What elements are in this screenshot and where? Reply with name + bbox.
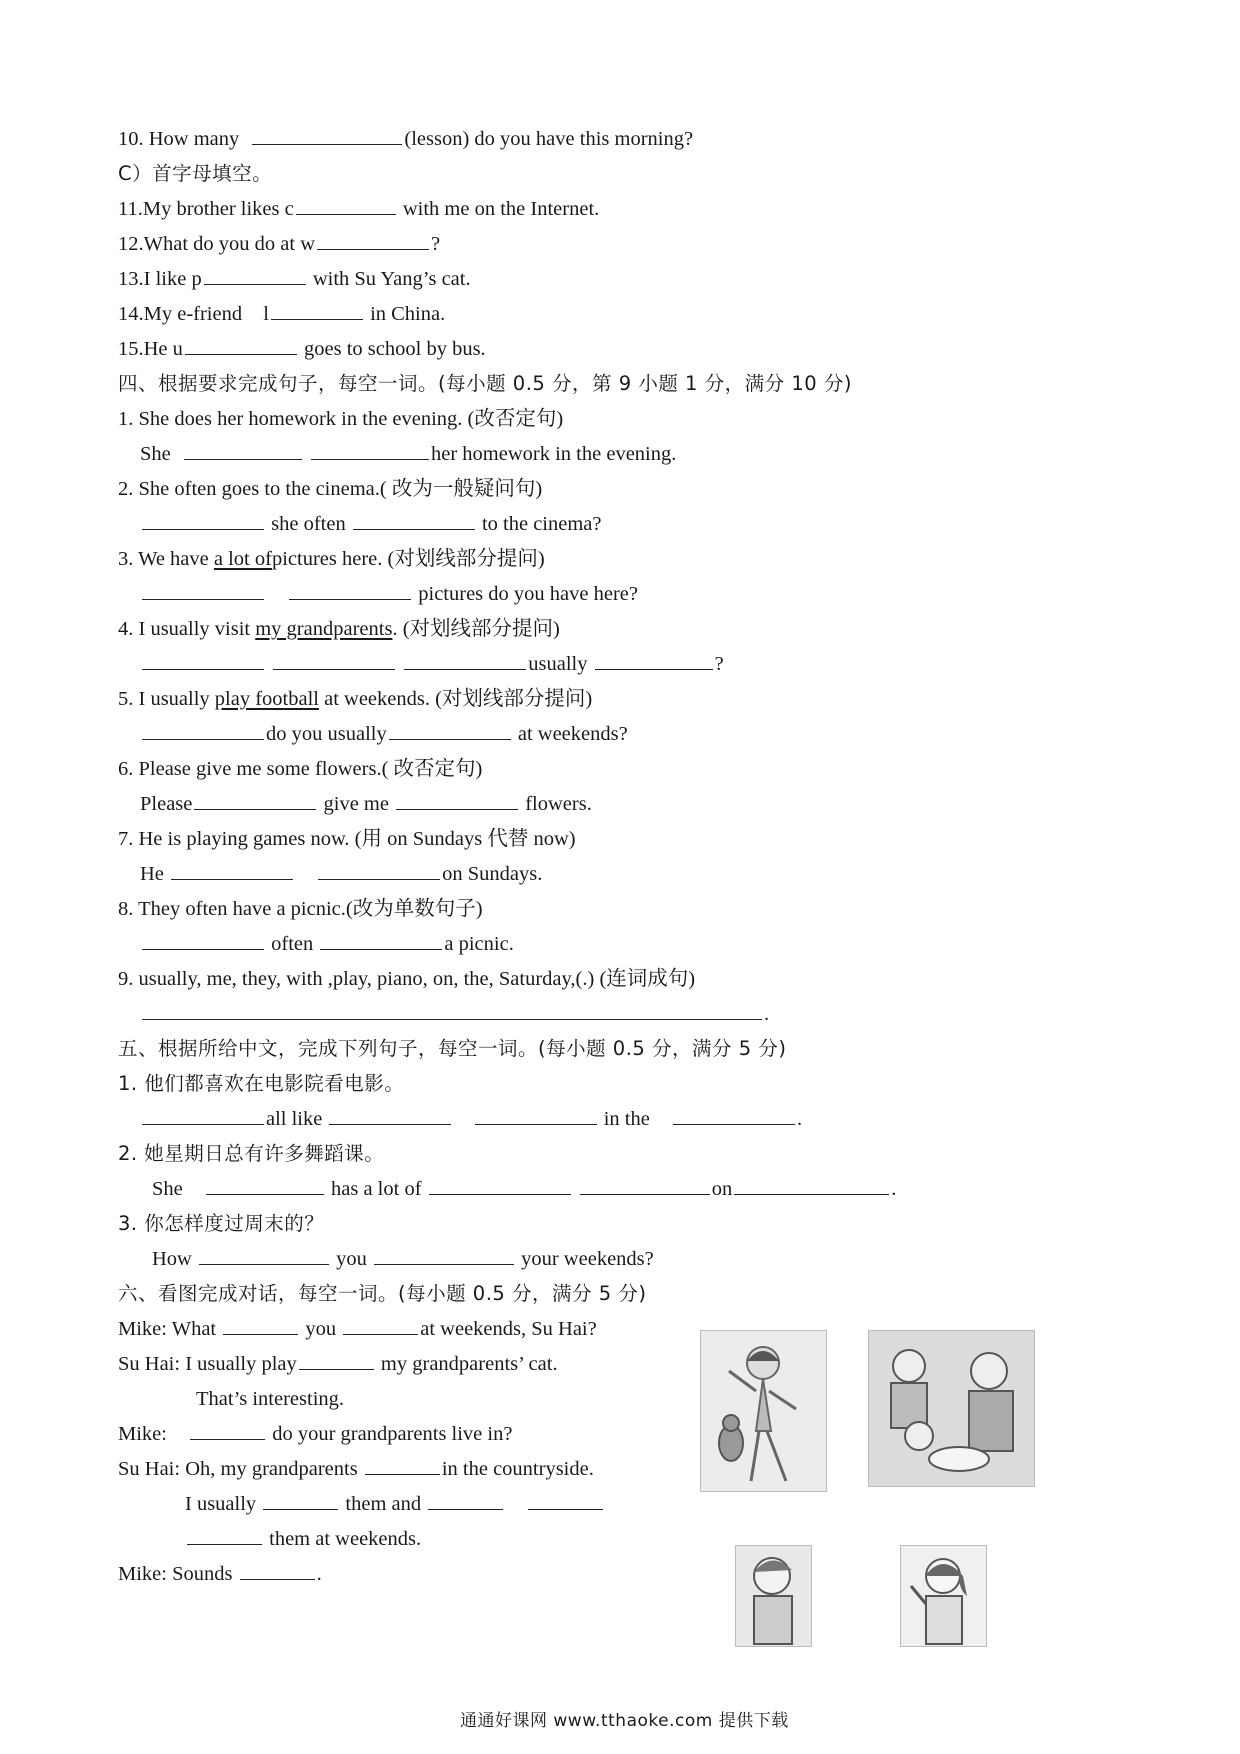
answer-blank[interactable]: [263, 1491, 338, 1510]
answer-blank[interactable]: [271, 301, 363, 320]
s4-question-8: 8. They often have a picnic.(改为单数句子): [118, 898, 483, 920]
answer-blank[interactable]: [142, 651, 264, 670]
mike-boy-illustration: [735, 1545, 812, 1647]
answer-blank[interactable]: [429, 1176, 571, 1195]
answer-blank[interactable]: [317, 231, 429, 250]
answer-blank[interactable]: [374, 1246, 514, 1265]
answer-blank[interactable]: [389, 721, 511, 740]
answer-blank[interactable]: [353, 511, 475, 530]
answer-blank[interactable]: [734, 1176, 889, 1195]
dialogue-line-8: Mike: Sounds .: [118, 1563, 322, 1585]
answer-blank[interactable]: [318, 861, 440, 880]
s5-question-3: 3. 你怎样度过周末的？: [118, 1212, 325, 1235]
s4-answer-6: Please give me flowers.: [140, 793, 592, 815]
answer-blank[interactable]: [343, 1316, 418, 1335]
dialogue-line-7: them at weekends.: [185, 1525, 421, 1553]
answer-blank[interactable]: [252, 126, 402, 145]
answer-blank[interactable]: [396, 791, 518, 810]
s5-question-1: 1. 他们都喜欢在电影院看电影。: [118, 1072, 405, 1095]
section-4-heading: 四、根据要求完成句子，每空一词。(每小题 0.5 分，第 9 小题 1 分，满分 10 分): [118, 372, 852, 395]
answer-blank[interactable]: [329, 1106, 451, 1125]
section-6-heading: 六、看图完成对话，每空一词。(每小题 0.5 分，满分 5 分): [118, 1282, 647, 1305]
s4-answer-5: do you usually at weekends?: [140, 720, 628, 748]
answer-blank[interactable]: [296, 196, 396, 215]
underlined-phrase: play football: [214, 688, 319, 710]
question-10: 10. How many (lesson) do you have this morning?: [118, 128, 694, 150]
dialogue-line-1: Mike: What you at weekends, Su Hai?: [118, 1318, 597, 1340]
answer-blank[interactable]: [475, 1106, 597, 1125]
s4-question-7: 7. He is playing games now. (用 on Sundays 代替 now): [118, 828, 576, 850]
s4-answer-4: usually ?: [140, 650, 724, 678]
answer-blank[interactable]: [595, 651, 713, 670]
answer-blank[interactable]: [223, 1316, 298, 1335]
su-hai-girl-illustration: [900, 1545, 987, 1647]
answer-blank[interactable]: [311, 441, 429, 460]
answer-blank[interactable]: [580, 1176, 710, 1195]
answer-blank[interactable]: [142, 1106, 264, 1125]
answer-blank[interactable]: [190, 1421, 265, 1440]
s5-question-2: 2. 她星期日总有许多舞蹈课。: [118, 1142, 385, 1165]
question-13: 13.I like p with Su Yang’s cat.: [118, 268, 471, 290]
answer-blank[interactable]: [273, 651, 395, 670]
answer-blank[interactable]: [299, 1351, 374, 1370]
s4-question-3: 3. We have a lot ofpictures here. (对划线部分提问): [118, 548, 545, 570]
question-11: 11.My brother likes c with me on the Internet.: [118, 198, 600, 220]
answer-blank[interactable]: [240, 1561, 315, 1580]
dialogue-line-3: That’s interesting.: [196, 1388, 345, 1410]
dialogue-line-4: Mike: do your grandparents live in?: [118, 1423, 513, 1445]
underlined-phrase: my grandparents: [255, 618, 393, 640]
footer-source: 通通好课网 www.tthaoke.com 提供下载: [460, 1711, 789, 1731]
answer-blank[interactable]: [673, 1106, 795, 1125]
answer-blank[interactable]: [320, 931, 442, 950]
answer-blank[interactable]: [187, 1526, 262, 1545]
answer-blank[interactable]: [142, 511, 264, 530]
s4-question-5: 5. I usually play football at weekends. (对划线部分提问): [118, 688, 593, 710]
dialogue-line-6: I usually them and: [185, 1490, 605, 1518]
s4-question-2: 2. She often goes to the cinema.( 改为一般疑问句): [118, 478, 543, 500]
s4-answer-9: .: [140, 1000, 769, 1028]
answer-blank[interactable]: [204, 266, 306, 285]
answer-blank[interactable]: [142, 721, 264, 740]
answer-blank[interactable]: [185, 336, 297, 355]
section-5-heading: 五、根据所给中文，完成下列句子，每空一词。(每小题 0.5 分，满分 5 分): [118, 1037, 787, 1060]
answer-blank[interactable]: [194, 791, 316, 810]
s4-question-9: 9. usually, me, they, with ,play, piano, on, the, Saturday,(.) (连词成句): [118, 968, 696, 990]
question-14: 14.My e-friend l in China.: [118, 303, 446, 325]
part-c-heading: C）首字母填空。: [118, 162, 273, 185]
s4-answer-2: she often to the cinema?: [140, 510, 601, 538]
answer-blank[interactable]: [428, 1491, 503, 1510]
s5-answer-3: How you your weekends?: [152, 1248, 654, 1270]
question-15: 15.He u goes to school by bus.: [118, 338, 486, 360]
s5-answer-1: all like in the .: [140, 1105, 802, 1133]
answer-blank[interactable]: [365, 1456, 440, 1475]
answer-blank[interactable]: [528, 1491, 603, 1510]
s5-answer-2: She has a lot of on .: [152, 1178, 897, 1200]
dialogue-line-2: Su Hai: I usually play my grandparents’ cat.: [118, 1353, 558, 1375]
s4-answer-7: He on Sundays.: [140, 863, 543, 885]
s4-question-6: 6. Please give me some flowers.( 改否定句): [118, 758, 483, 780]
dialogue-line-5: Su Hai: Oh, my grandparents in the countryside.: [118, 1458, 594, 1480]
s4-question-1: 1. She does her homework in the evening. (改否定句): [118, 408, 564, 430]
s4-question-4: 4. I usually visit my grandparents. (对划线部分提问): [118, 618, 560, 640]
question-12: 12.What do you do at w ?: [118, 233, 441, 255]
answer-blank[interactable]: [289, 581, 411, 600]
s4-answer-8: often a picnic.: [140, 930, 514, 958]
answer-blank[interactable]: [142, 931, 264, 950]
underlined-phrase: a lot of: [213, 548, 272, 570]
answer-blank[interactable]: [171, 861, 293, 880]
s4-answer-3: pictures do you have here?: [140, 580, 638, 608]
s4-answer-1: She her homework in the evening.: [140, 443, 677, 465]
answer-blank[interactable]: [142, 581, 264, 600]
girl-playing-with-cat-illustration: [700, 1330, 827, 1492]
answer-blank[interactable]: [206, 1176, 324, 1195]
family-dinner-illustration: [868, 1330, 1035, 1487]
answer-line[interactable]: [142, 1001, 762, 1020]
answer-blank[interactable]: [404, 651, 526, 670]
answer-blank[interactable]: [199, 1246, 329, 1265]
answer-blank[interactable]: [184, 441, 302, 460]
